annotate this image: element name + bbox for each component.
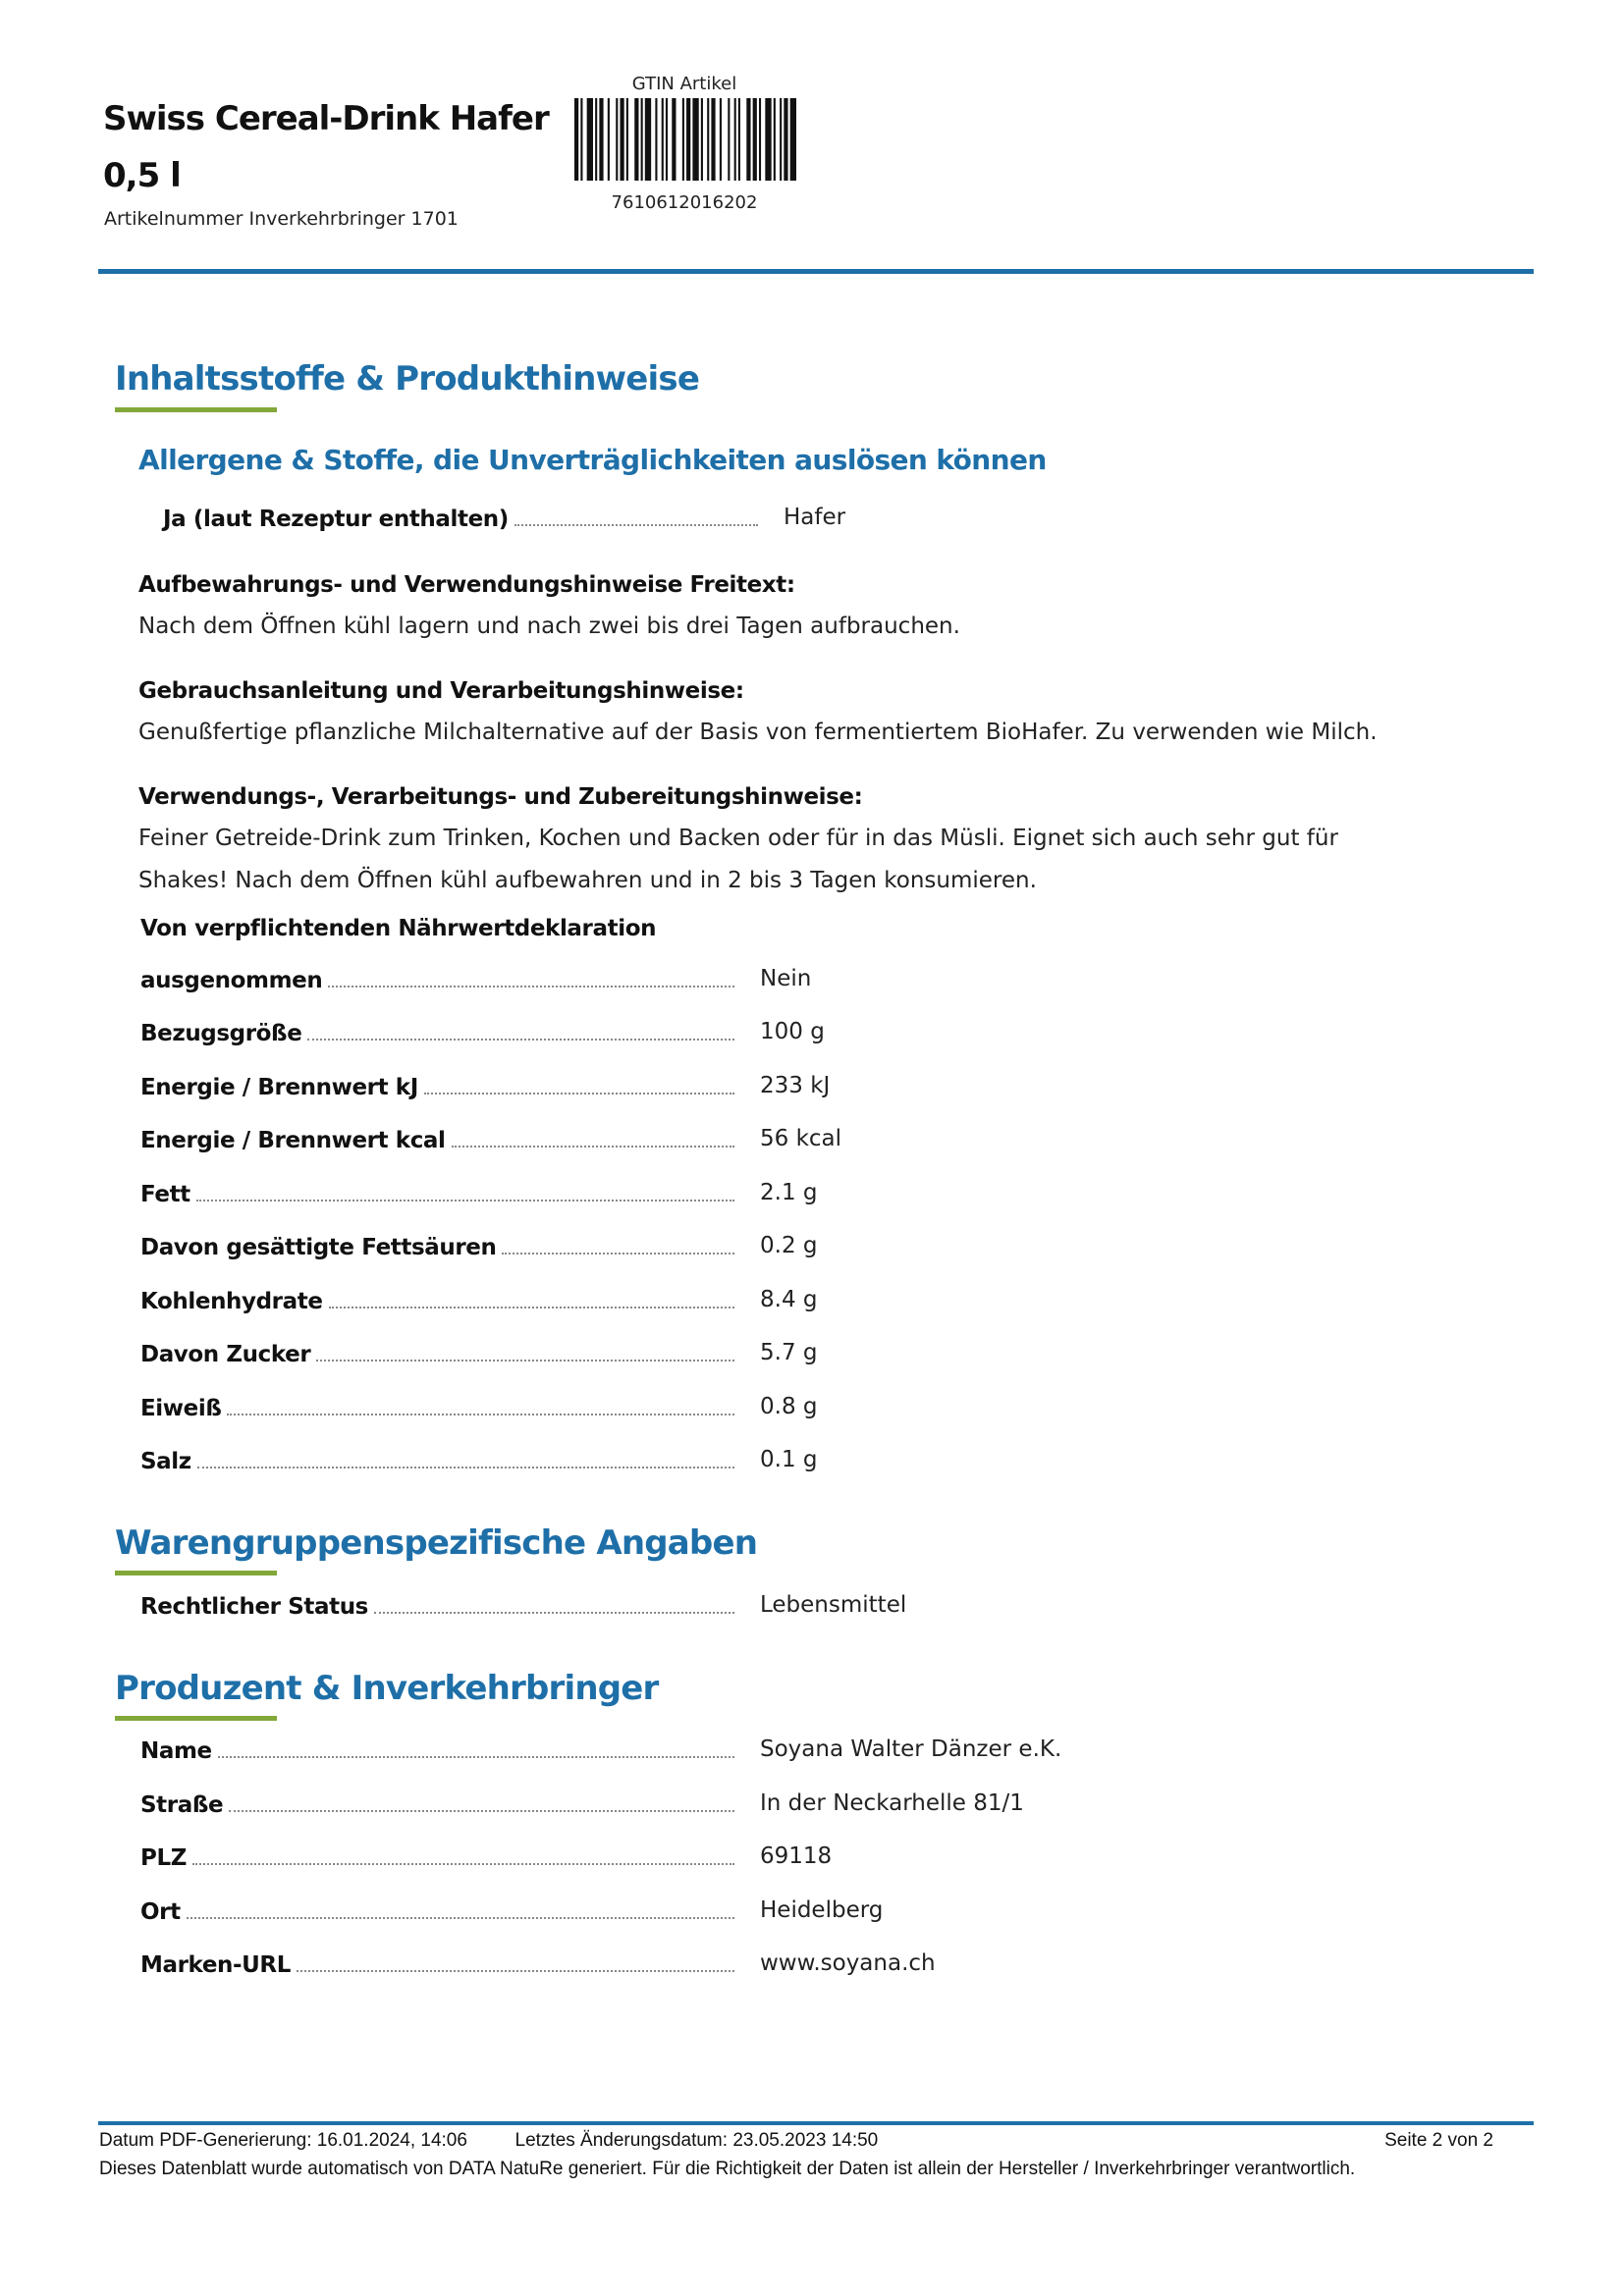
nutrition-value: 233 kJ xyxy=(760,1072,831,1098)
nutrition-exempt-label-line2: ausgenommen xyxy=(140,968,323,993)
footer-divider xyxy=(98,2121,1534,2125)
nutrition-label: Eiweiß xyxy=(140,1395,222,1421)
nutrition-label: Bezugsgröße xyxy=(140,1021,302,1046)
dot-leader xyxy=(229,1810,734,1812)
nutrition-value: 56 kcal xyxy=(760,1126,842,1151)
footer-disclaimer: Dieses Datenblatt wurde automatisch von DATA NatuRe generiert. Für die Richtigkeit der Daten ist allein der Hersteller / Inverkehrbringer verantwortlich. xyxy=(99,2159,1356,2179)
producer-label: Marken-URL xyxy=(140,1952,291,1978)
nutrition-row xyxy=(140,1285,926,1320)
preparation-text-line2: Shakes! Nach dem Öffnen kühl aufbewahren und in 2 bis 3 Tagen konsumieren. xyxy=(138,868,1037,893)
legal-status-row xyxy=(140,1590,926,1626)
footer-changed-date: Letztes Änderungsdatum: 23.05.2023 14:50 xyxy=(514,2130,879,2151)
nutrition-label: Davon Zucker xyxy=(140,1342,311,1367)
footer-meta xyxy=(99,2130,1493,2152)
section-title-product-group: Warengruppenspezifische Angaben xyxy=(115,1523,758,1563)
preparation-heading: Verwendungs-, Verarbeitungs- und Zubereitungshinweise: xyxy=(138,784,863,810)
dot-leader xyxy=(514,524,758,526)
storage-text: Nach dem Öffnen kühl lagern und nach zwei bis drei Tagen aufbrauchen. xyxy=(138,614,960,639)
dot-leader xyxy=(192,1863,734,1865)
producer-label: Straße xyxy=(140,1791,224,1818)
nutrition-value: 8.4 g xyxy=(760,1286,818,1312)
header-divider xyxy=(98,269,1534,274)
nutrition-row xyxy=(140,1178,926,1213)
barcode-image xyxy=(574,98,796,181)
preparation-text-line1: Feiner Getreide-Drink zum Trinken, Kochen und Backen oder für in das Müsli. Eignet sich auch sehr gut für xyxy=(138,826,1338,851)
dot-leader xyxy=(452,1146,734,1148)
dot-leader xyxy=(424,1093,734,1095)
producer-value: In der Neckarhelle 81/1 xyxy=(760,1789,1024,1816)
section-underline xyxy=(115,407,277,412)
producer-label: Name xyxy=(140,1738,212,1764)
nutrition-label: Kohlenhydrate xyxy=(140,1288,323,1314)
nutrition-label: Fett xyxy=(140,1181,190,1207)
producer-row xyxy=(140,1842,926,1877)
nutrition-exempt-row xyxy=(140,964,926,999)
usage-heading: Gebrauchsanleitung und Verarbeitungshinweise: xyxy=(138,678,744,704)
allergen-label: Ja (laut Rezeptur enthalten) xyxy=(163,507,509,532)
dot-leader xyxy=(307,1039,734,1041)
producer-row xyxy=(140,1789,1024,1824)
allergens-title: Allergene & Stoffe, die Unverträglichkeiten auslösen können xyxy=(138,444,1047,476)
producer-row xyxy=(140,1735,1062,1770)
dot-leader xyxy=(502,1253,734,1255)
section-title-ingredients: Inhaltsstoffe & Produkthinweise xyxy=(115,359,700,399)
nutrition-label: Salz xyxy=(140,1449,191,1474)
product-title: Swiss Cereal-Drink Hafer 0,5 l xyxy=(103,99,549,195)
nutrition-row xyxy=(140,1392,926,1427)
allergen-row xyxy=(163,503,846,538)
nutrition-exempt-label-line1: Von verpflichtenden Nährwertdeklaration xyxy=(140,916,657,941)
gtin-number: 7610612016202 xyxy=(611,192,758,213)
storage-heading: Aufbewahrungs- und Verwendungshinweise Freitext: xyxy=(138,572,795,598)
nutrition-value: 2.1 g xyxy=(760,1179,818,1205)
producer-value: www.soyana.ch xyxy=(760,1950,936,1976)
producer-label: Ort xyxy=(140,1898,181,1925)
allergen-value: Hafer xyxy=(784,505,846,530)
nutrition-value: 100 g xyxy=(760,1019,825,1044)
footer-page-number: Seite 2 von 2 xyxy=(1384,2130,1493,2151)
nutrition-value: 0.1 g xyxy=(760,1447,818,1472)
gtin-label: GTIN Artikel xyxy=(631,74,737,94)
nutrition-row xyxy=(140,1017,926,1052)
nutrition-exempt-value: Nein xyxy=(760,966,812,991)
producer-label: PLZ xyxy=(140,1845,187,1871)
nutrition-value: 0.2 g xyxy=(760,1233,818,1258)
nutrition-row xyxy=(140,1071,926,1106)
dot-leader xyxy=(297,1970,734,1972)
nutrition-label: Energie / Brennwert kJ xyxy=(140,1074,418,1100)
article-number: Artikelnummer Inverkehrbringer 1701 xyxy=(104,208,459,230)
nutrition-label: Energie / Brennwert kcal xyxy=(140,1128,446,1153)
nutrition-value: 0.8 g xyxy=(760,1393,818,1419)
producer-row xyxy=(140,1896,926,1931)
dot-leader xyxy=(328,986,734,988)
dot-leader xyxy=(316,1360,734,1362)
producer-value: Heidelberg xyxy=(760,1896,884,1923)
producer-row xyxy=(140,1949,936,1984)
section-underline xyxy=(115,1716,277,1721)
legal-status-value: Lebensmittel xyxy=(760,1592,907,1618)
producer-value: Soyana Walter Dänzer e.K. xyxy=(760,1736,1062,1762)
nutrition-label: Davon gesättigte Fettsäuren xyxy=(140,1235,497,1260)
section-title-producer: Produzent & Inverkehrbringer xyxy=(115,1669,659,1708)
dot-leader xyxy=(218,1756,734,1758)
dot-leader xyxy=(197,1467,734,1468)
nutrition-row xyxy=(140,1231,926,1266)
nutrition-row xyxy=(140,1124,926,1159)
nutrition-row xyxy=(140,1445,926,1480)
nutrition-value: 5.7 g xyxy=(760,1340,818,1365)
nutrition-row xyxy=(140,1338,926,1373)
dot-leader xyxy=(329,1307,734,1308)
dot-leader xyxy=(187,1917,734,1919)
footer-generated-date: Datum PDF-Generierung: 16.01.2024, 14:06 xyxy=(99,2130,467,2151)
producer-value: 69118 xyxy=(760,1843,833,1869)
usage-text: Genußfertige pflanzliche Milchalternative auf der Basis von fermentiertem BioHafer. Zu verwenden wie Milch. xyxy=(138,720,1378,745)
dot-leader xyxy=(374,1612,734,1614)
dot-leader xyxy=(196,1200,734,1201)
section-underline xyxy=(115,1571,277,1575)
legal-status-label: Rechtlicher Status xyxy=(140,1594,368,1620)
dot-leader xyxy=(227,1414,734,1415)
